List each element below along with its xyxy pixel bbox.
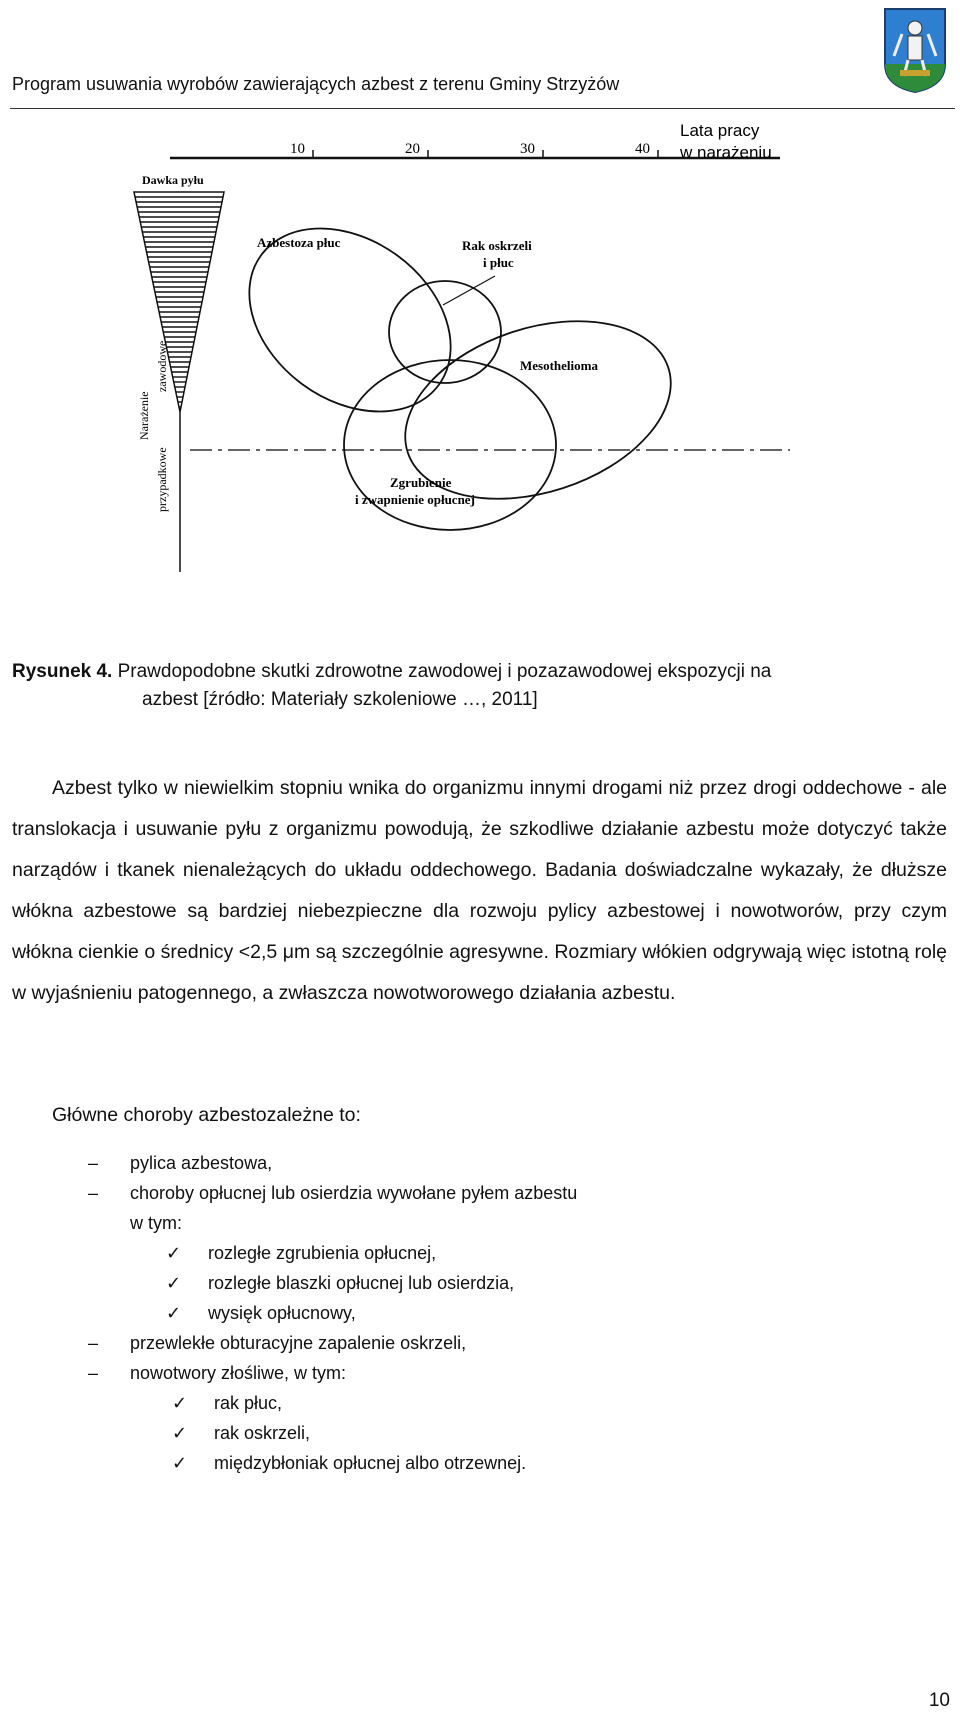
tick-10: 10 bbox=[290, 141, 305, 157]
axis-label-line1: Lata pracy bbox=[680, 121, 760, 140]
body-paragraph bbox=[12, 768, 947, 1014]
exposure-incidental: przypadkowe bbox=[155, 447, 169, 512]
asbestosis-ellipse bbox=[214, 191, 486, 450]
list-item: pylica azbestowa, bbox=[130, 1153, 273, 1173]
caption-line1: Prawdopodobne skutki zdrowotne zawodowej i pozazawodowej ekspozycji na bbox=[117, 661, 772, 682]
list-lead: Główne choroby azbestozależne to: bbox=[52, 1104, 361, 1126]
dose-label: Dawka pyłu bbox=[142, 173, 204, 187]
axis-label-line2: w narażeniu bbox=[680, 143, 772, 162]
label-asbestosis: Azbestoza płuc bbox=[257, 235, 341, 250]
list-subitem: rozległe zgrubienia opłucnej, bbox=[208, 1243, 437, 1263]
dash-bullet: – bbox=[88, 1153, 99, 1173]
exposure-occupational-1: Narażenie bbox=[137, 391, 151, 440]
caption-label: Rysunek 4. bbox=[12, 661, 113, 682]
list-subitem: międzybłoniak opłucnej albo otrzewnej. bbox=[214, 1453, 527, 1473]
list-subitem: rak płuc, bbox=[214, 1393, 283, 1413]
check-icon: ✓ bbox=[166, 1243, 182, 1263]
body-paragraph-text: Azbest tylko w niewielkim stopniu wnika do organizmu innymi drogami niż przez drogi oddechowe - ale translokacja i usuwanie pyłu z organizmu powodują, że szkodliwe działanie azbestu może dotyczyć także narządów i tkanek nienależących do układu oddechowego. Badania doświadczalne wykazały, że dłuższe włókna azbestowe są bardziej niebezpieczne dla rozwoju pylicy azbestowej i nowotworów, przy czym włókna cienkie o średnicy <2,5 μm są szczególnie agresywne. Rozmiary włókien odgrywają więc istotną rolę w wyjaśnieniu patogennego, a zwłaszcza nowotworowego działania azbestu. bbox=[12, 777, 947, 1004]
list-subitem: rozległe blaszki opłucnej lub osierdzia, bbox=[208, 1273, 515, 1293]
label-cancer-2: i płuc bbox=[483, 255, 514, 270]
coat-of-arms-icon bbox=[882, 6, 948, 94]
check-icon: ✓ bbox=[166, 1273, 182, 1293]
check-icon: ✓ bbox=[172, 1453, 188, 1473]
list-subitem: wysięk opłucnowy, bbox=[208, 1303, 356, 1323]
header-rule bbox=[10, 108, 955, 109]
check-icon: ✓ bbox=[166, 1303, 182, 1323]
list-item-continuation: w tym: bbox=[130, 1213, 182, 1233]
dash-bullet: – bbox=[88, 1363, 99, 1383]
dash-bullet: – bbox=[88, 1183, 99, 1203]
dash-bullet: – bbox=[88, 1333, 99, 1353]
page-number: 10 bbox=[928, 1690, 950, 1711]
tick-20: 20 bbox=[405, 141, 420, 157]
exposure-occupational-2: zawodowe bbox=[155, 340, 169, 392]
label-mesothelioma: Mesothelioma bbox=[520, 358, 598, 373]
list-item: nowotwory złośliwe, w tym: bbox=[130, 1363, 347, 1383]
figure-caption bbox=[12, 658, 912, 714]
label-pleural-2: i zwapnienie opłucnej bbox=[355, 492, 475, 507]
tick-30: 30 bbox=[520, 141, 535, 157]
list-subitem: rak oskrzeli, bbox=[214, 1423, 311, 1443]
header-title: Program usuwania wyrobów zawierających azbest z terenu Gminy Strzyżów bbox=[12, 74, 620, 94]
label-pleural-1: Zgrubienie bbox=[390, 475, 452, 490]
asbestos-effects-diagram bbox=[137, 120, 880, 640]
list-item: choroby opłucnej lub osierdzia wywołane pyłem azbestu bbox=[130, 1183, 578, 1203]
check-icon: ✓ bbox=[172, 1423, 188, 1443]
tick-40: 40 bbox=[635, 141, 650, 157]
list-item: przewlekłe obturacyjne zapalenie oskrzeli, bbox=[130, 1333, 467, 1353]
caption-line2: azbest [źródło: Materiały szkoleniowe …, 2011] bbox=[142, 689, 538, 710]
check-icon: ✓ bbox=[172, 1393, 188, 1413]
label-cancer-1: Rak oskrzeli bbox=[462, 238, 532, 253]
